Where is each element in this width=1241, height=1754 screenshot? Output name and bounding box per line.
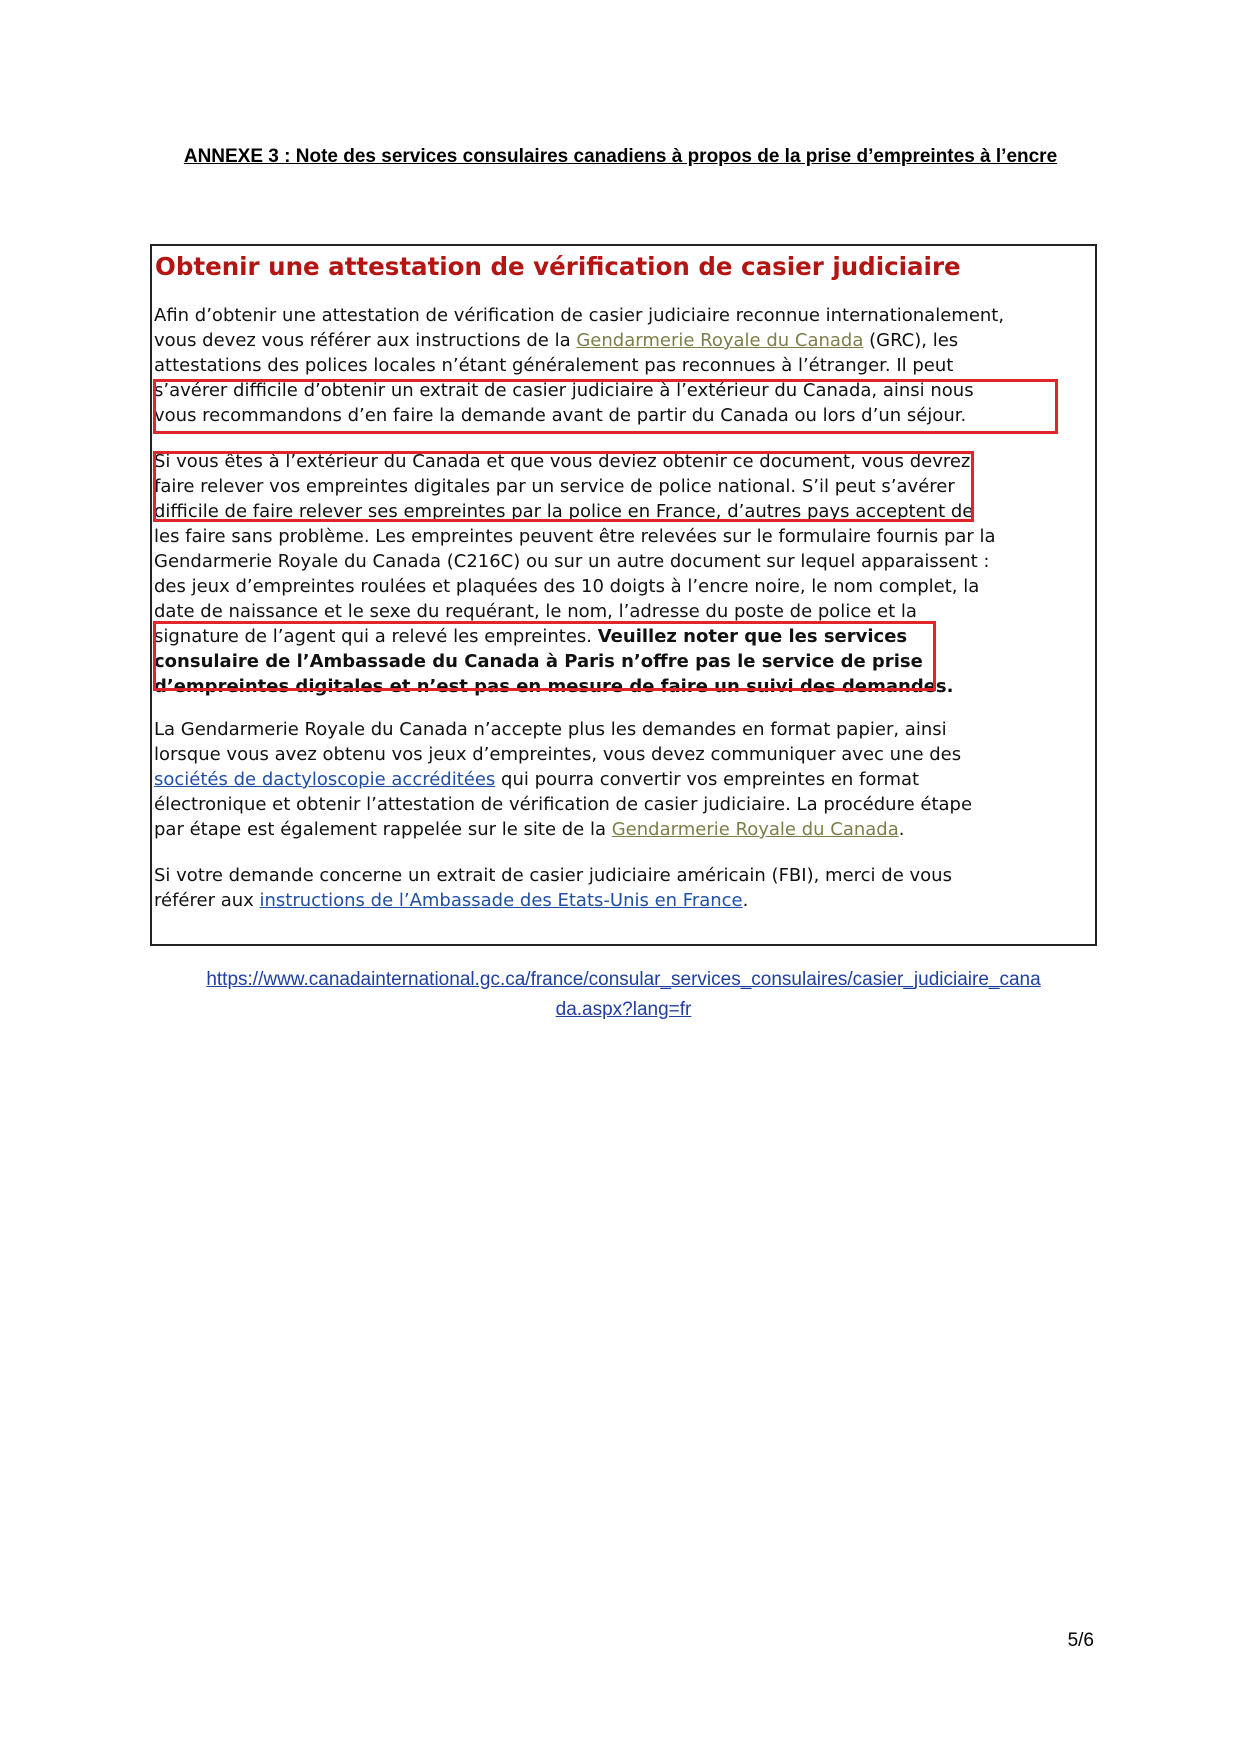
text-line xyxy=(154,888,952,913)
annex-title: ANNEXE 3 : Note des services consulaires canadiens à propos de la prise d’empreintes à l’encre xyxy=(183,146,1058,167)
text-line: faire relever vos empreintes digitales par un service de police national. S’il peut s’avérer xyxy=(154,476,955,497)
text-line: Afin d’obtenir une attestation de vérification de casier judiciaire reconnue internationalement, xyxy=(154,305,1005,326)
text-line: lorsque vous avez obtenu vos jeux d’empreintes, vous devez communiquer avec une des xyxy=(154,744,962,765)
paragraph-grc-instructions xyxy=(154,303,1004,428)
text-segment: référer aux xyxy=(154,890,260,911)
link-gendarmerie-royale[interactable]: Gendarmerie Royale du Canada xyxy=(576,330,864,351)
source-url-line: da.aspx?lang=fr xyxy=(555,999,692,1020)
text-line: vous recommandons d’en faire la demande avant de partir du Canada ou lors d’un séjour. xyxy=(154,405,967,426)
text-line: date de naissance et le sexe du requérant, le nom, l’adresse du poste de police et la xyxy=(154,601,917,622)
bold-notice-line: consulaire de l’Ambassade du Canada à Paris n’offre pas le service de prise xyxy=(154,651,923,672)
text-segment: qui pourra convertir vos empreintes en format xyxy=(495,769,920,790)
text-line xyxy=(154,328,1004,353)
screenshot-title: Obtenir une attestation de vérification de casier judiciaire xyxy=(155,252,961,281)
text-segment: (GRC), les xyxy=(863,330,959,351)
text-line xyxy=(154,767,972,792)
text-line: Si vous êtes à l’extérieur du Canada et que vous deviez obtenir ce document, vous devrez xyxy=(154,451,971,472)
text-segment: signature de l’agent qui a relevé les empreintes. xyxy=(154,626,598,647)
text-segment: . xyxy=(742,890,749,911)
link-gendarmerie-royale-site[interactable]: Gendarmerie Royale du Canada xyxy=(611,819,899,840)
text-line: attestations des polices locales n’étant généralement pas reconnues à l’étranger. Il peut xyxy=(154,355,954,376)
bold-notice: Veuillez noter que les services xyxy=(597,626,908,647)
text-line: La Gendarmerie Royale du Canada n’accepte plus les demandes en format papier, ainsi xyxy=(154,719,947,740)
source-url-link[interactable] xyxy=(150,965,1097,1025)
text-line xyxy=(154,817,972,842)
text-segment: par étape est également rappelée sur le site de la xyxy=(154,819,612,840)
bold-notice-line: d’empreintes digitales et n’est pas en mesure de faire un suivi des demandes. xyxy=(154,676,954,697)
paragraph-fingerprints-abroad xyxy=(154,449,996,699)
text-line: difficile de faire relever ses empreintes par la police en France, d’autres pays acceptent de xyxy=(154,501,974,522)
paragraph-fbi xyxy=(154,863,952,913)
page-number: 5/6 xyxy=(1067,1630,1094,1651)
text-line: Gendarmerie Royale du Canada (C216C) ou sur un autre document sur lequel apparaissent : xyxy=(154,551,990,572)
website-screenshot xyxy=(150,244,1097,946)
text-line: des jeux d’empreintes roulées et plaquées des 10 doigts à l’encre noire, le nom complet, la xyxy=(154,576,980,597)
text-line: Si votre demande concerne un extrait de casier judiciaire américain (FBI), merci de vous xyxy=(154,865,952,886)
link-societes-dactyloscopie[interactable]: sociétés de dactyloscopie accréditées xyxy=(154,769,496,790)
text-line: les faire sans problème. Les empreintes peuvent être relevées sur le formulaire fournis par la xyxy=(154,526,996,547)
link-ambassade-etats-unis[interactable]: instructions de l’Ambassade des Etats-Unis en France xyxy=(259,890,743,911)
text-segment: vous devez vous référer aux instructions de la xyxy=(154,330,577,351)
paragraph-electronic-format xyxy=(154,717,972,842)
text-line: électronique et obtenir l’attestation de vérification de casier judiciaire. La procédure étape xyxy=(154,794,973,815)
text-line xyxy=(154,624,996,649)
text-line: s’avérer difficile d’obtenir un extrait de casier judiciaire à l’extérieur du Canada, ainsi nous xyxy=(154,380,974,401)
source-url-line: https://www.canadainternational.gc.ca/france/consular_services_consulaires/casier_judiciaire_cana xyxy=(206,969,1041,990)
text-segment: . xyxy=(898,819,905,840)
